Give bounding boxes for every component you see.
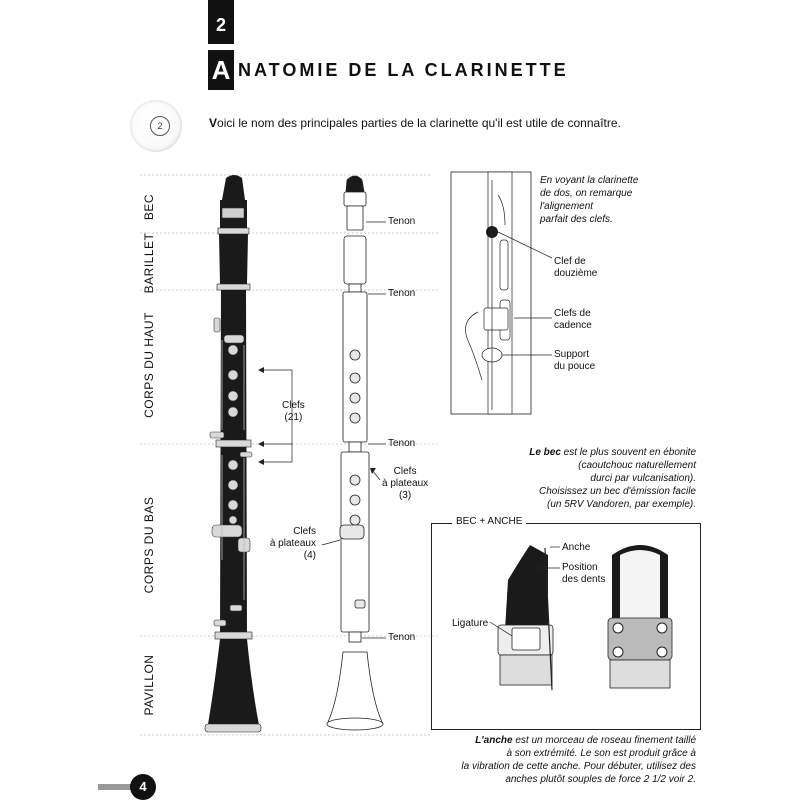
label-clefs-21: [282, 400, 305, 424]
part-label-corps-bas: CORPS DU BAS: [142, 496, 156, 594]
footer-bar: [98, 784, 132, 790]
label-line: du pouce: [554, 361, 596, 372]
note-line: à son extrémité. Le son est produit grâce à: [506, 748, 696, 759]
title-initial: A: [208, 50, 234, 90]
assembled-clarinet: [205, 175, 261, 732]
label-line: (4): [303, 550, 316, 561]
label-clefs-cadence: [554, 308, 592, 332]
label-line: Clef de: [554, 256, 586, 267]
reed-diagram-title: BEC + ANCHE: [452, 516, 526, 527]
label-line: Support: [554, 349, 590, 360]
part-label-corps-haut: CORPS DU HAUT: [142, 312, 156, 418]
label-line: cadence: [554, 320, 592, 331]
note-line: [529, 446, 696, 459]
part-label-barillet: BARILLET: [142, 232, 156, 294]
section-dividers: [140, 175, 440, 735]
note-line: durci par vulcanisation).: [590, 473, 696, 484]
label-clefs-plateaux-3: [382, 466, 428, 502]
note-line-text: est le plus souvent en ébonite: [560, 447, 696, 458]
intro-initial: V: [209, 116, 218, 130]
label-position-dents: [562, 562, 605, 586]
label-line: Position: [562, 562, 598, 573]
anche-note: [461, 734, 696, 786]
label-line: Clefs: [393, 466, 417, 477]
label-clefs-plateaux-4: [268, 526, 316, 562]
label-line: des dents: [562, 574, 606, 585]
note-line: de dos, on remarque: [540, 188, 633, 199]
label-clef-douzieme: [554, 256, 597, 280]
part-label-pavillon: PAVILLON: [142, 654, 156, 716]
label-tenon-3: Tenon: [388, 438, 416, 449]
audio-track-number[interactable]: 2: [150, 116, 170, 136]
exploded-clarinet: [327, 176, 383, 730]
label-line: Clefs de: [554, 308, 591, 319]
note-line: la vibration de cette anche. Pour débuter, utilisez des: [461, 761, 696, 772]
note-line: [461, 734, 696, 747]
part-label-bec: BEC: [142, 193, 156, 221]
page-number: 4: [130, 774, 156, 800]
back-view-diagram: [451, 172, 552, 414]
label-line: à plateaux: [269, 538, 316, 549]
label-line: douzième: [554, 268, 598, 279]
label-support-pouce: [554, 349, 595, 373]
label-tenon-1: Tenon: [388, 216, 416, 227]
note-line: (caoutchouc naturellement: [578, 460, 696, 471]
note-line: (un 5RV Vandoren, par exemple).: [547, 499, 696, 510]
note-line: En voyant la clarinette: [540, 175, 639, 186]
bec-note: [529, 446, 696, 511]
intro-rest: oici le nom des principales parties de la clarinette qu'il est utile de connaître.: [217, 116, 621, 130]
label-tenon-4: Tenon: [388, 632, 416, 643]
label-line: Clefs: [293, 526, 316, 537]
label-line: à plateaux: [382, 478, 429, 489]
chapter-tab: 2: [208, 0, 234, 44]
note-line: l'alignement: [540, 201, 594, 212]
note-line: parfait des clefs.: [540, 214, 613, 225]
back-view-note: [540, 174, 638, 226]
label-anche: Anche: [562, 542, 591, 553]
note-line: Choisissez un bec d'émission facile: [539, 486, 696, 497]
note-line: anches plutôt souples de force 2 1/2 voir 2.: [505, 774, 696, 785]
title-text: NATOMIE DE LA CLARINETTE: [238, 59, 569, 80]
label-ligature: Ligature: [452, 618, 489, 629]
bec-note-lead: Le bec: [529, 447, 561, 458]
label-line: Clefs: [282, 400, 305, 411]
label-line: (3): [398, 490, 412, 501]
label-line: (21): [284, 412, 303, 423]
anche-note-lead: L'anche: [475, 735, 513, 746]
label-tenon-2: Tenon: [388, 288, 416, 299]
note-line-text: est un morceau de roseau finement taillé: [512, 735, 696, 746]
